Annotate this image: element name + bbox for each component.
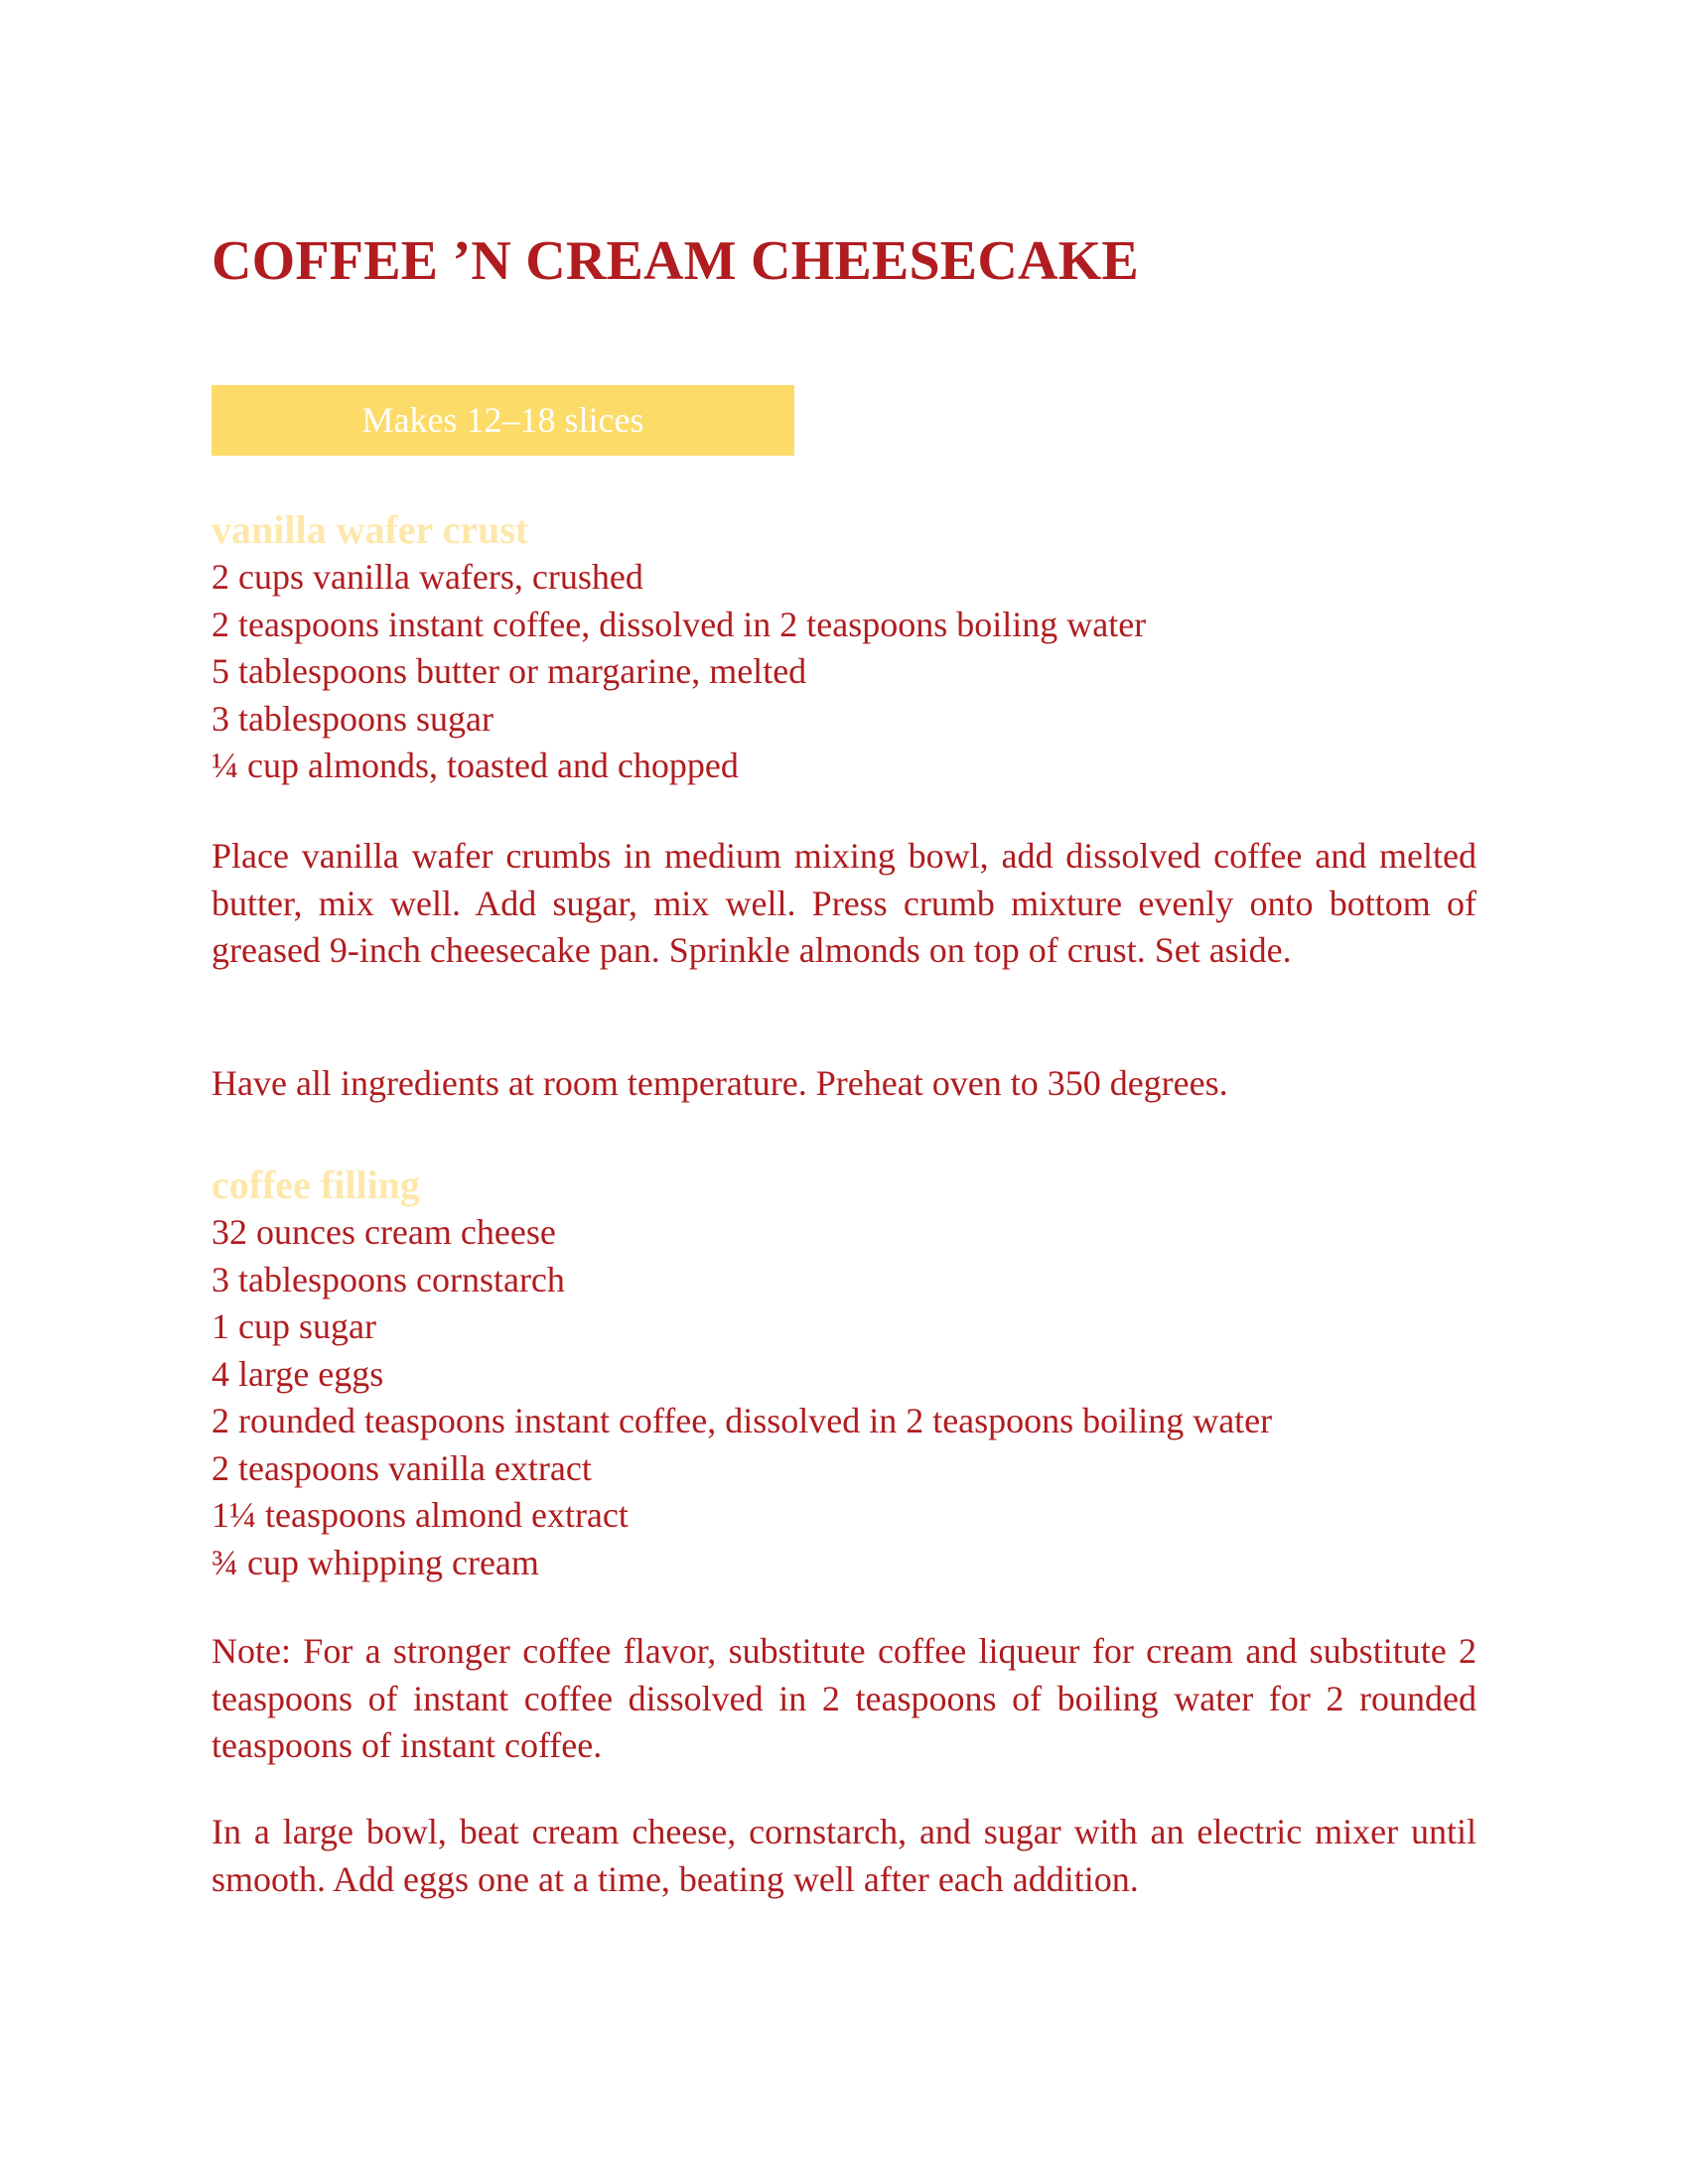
crust-section [211,506,1477,790]
ingredient-item: ¼ cup almonds, toasted and chopped [211,746,739,785]
ingredient-item: 2 teaspoons vanilla extract [211,1447,592,1488]
filling-ingredient-list [211,1209,1477,1586]
ingredient-item: 32 ounces cream cheese [211,1212,556,1252]
prep-note: Have all ingredients at room temperature. Preheat oven to 350 degrees. [211,1063,1228,1103]
crust-heading: vanilla wafer crust [211,507,529,552]
filling-heading: coffee filling [211,1162,420,1207]
ingredient-item: 2 teaspoons instant coffee, dissolved in 2 teaspoons boiling water [211,604,1147,644]
ingredient-item: 2 rounded teaspoons instant coffee, dissolved in 2 teaspoons boiling water [211,1401,1273,1440]
ingredient-item: 3 tablespoons cornstarch [211,1259,565,1299]
filling-instructions: In a large bowl, beat cream cheese, cornstarch, and sugar with an electric mixer until smooth. Add eggs one at a time, beating well after each addition. [211,1812,1477,1899]
ingredient-item: 1¼ teaspoons almond extract [211,1495,629,1535]
crust-ingredient-list [211,554,1477,790]
ingredient-item: 5 tablespoons butter or margarine, melted [211,651,807,691]
ingredient-item: 4 large eggs [211,1353,384,1394]
filling-section [211,1161,1477,1586]
ingredient-item: ¾ cup whipping cream [211,1542,539,1582]
yield-banner: Makes 12–18 slices [211,385,794,456]
filling-note: Note: For a stronger coffee flavor, substitute coffee liqueur for cream and substitute 2 teaspoons of instant coffee dissolved in 2 teaspoons of boiling water for 2 rounded teaspoons of instant coffee. [211,1631,1477,1765]
ingredient-item: 3 tablespoons sugar [211,698,493,739]
ingredient-item: 2 cups vanilla wafers, crushed [211,557,643,597]
ingredient-item: 1 cup sugar [211,1306,376,1346]
crust-instructions: Place vanilla wafer crumbs in medium mixing bowl, add dissolved coffee and melted butter, mix well. Add sugar, mix well. Press crumb mixture evenly onto bottom of greased 9-inch cheesecake pan. Sprinkle almonds on top of crust. Set aside. [211,836,1477,970]
recipe-title: COFFEE ’N CREAM CHEESECAKE [211,230,1139,292]
